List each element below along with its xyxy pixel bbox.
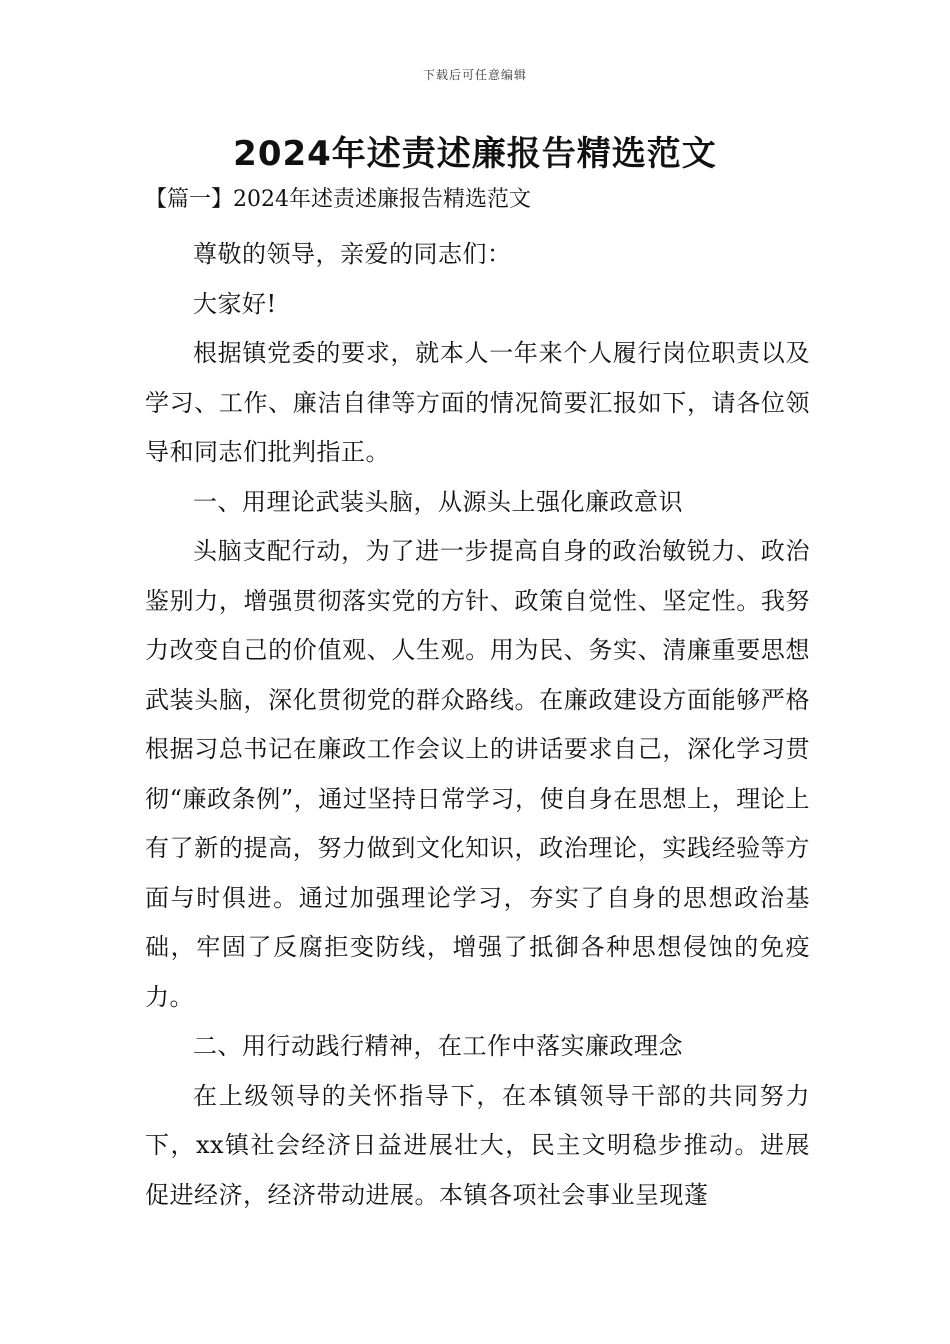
heading-one: 一、用理论武装头脑，从源头上强化廉政意识 (193, 487, 683, 516)
paragraph-one: 头脑支配行动，为了进一步提高自身的政治敏锐力、政治鉴别力，增强贯彻落实党的方针、政策自觉性、坚定性。我努力改变自己的价值观、人生观。用为民、务实、清廉重要思想武装头脑，深化贯彻党的群众路线。在廉政建设方面能够严格根据习总书记在廉政工作会议上的讲话要求自己，深化学习贯彻“廉政条例”，通过坚持日常学习，使自身在思想上，理论上有了新的提高，努力做到文化知识，政治理论，实践经验等方面与时俱进。通过加强理论学习，夯实了自身的思想政治基础，牢固了反腐拒变防线，增强了抵御各种思想侵蚀的免疫力。 (145, 537, 810, 1011)
greeting: 大家好! (193, 289, 277, 318)
heading-two: 二、用行动践行精神，在工作中落实廉政理念 (193, 1032, 683, 1060)
salutation: 尊敬的领导，亲爱的同志们： (193, 240, 512, 268)
paragraph-two: 在上级领导的关怀指导下，在本镇领导干部的共同努力下，xx镇社会经济日益进展壮大，民主文明稳步推动。进展促进经济，经济带动进展。本镇各项社会事业呈现蓬 (145, 1081, 810, 1209)
document-title: 2024年述责述廉报告精选范文 (233, 134, 717, 174)
header-note: 下载后可任意编辑 (422, 68, 527, 82)
document-body (145, 182, 810, 1220)
section-heading: 【篇一】2024年述责述廉报告精选范文 (145, 187, 531, 212)
intro-paragraph: 根据镇党委的要求，就本人一年来个人履行岗位职责以及学习、工作、廉洁自律等方面的情况简要汇报如下，请各位领导和同志们批判指正。 (145, 339, 810, 466)
